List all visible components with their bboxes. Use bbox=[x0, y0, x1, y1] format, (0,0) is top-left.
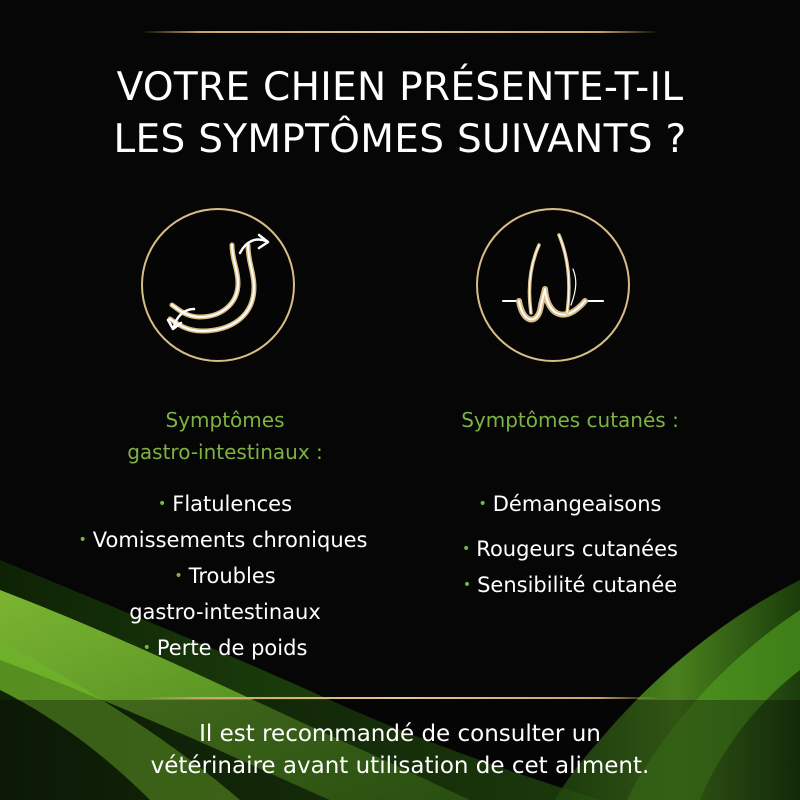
gastro-section-title: Symptômes gastro-intestinaux : bbox=[127, 408, 323, 464]
footer-disclaimer bbox=[0, 718, 800, 782]
skin-hair-follicle-icon bbox=[473, 205, 633, 365]
list-item-continuation: gastro-intestinaux bbox=[129, 600, 321, 624]
bullet-icon: • bbox=[78, 532, 87, 548]
list-item: • Démangeaisons bbox=[478, 492, 662, 516]
bullet-icon: • bbox=[462, 541, 471, 557]
footer-line-2: vétérinaire avant utilisation de cet aliment. bbox=[150, 753, 650, 779]
gastro-symptoms-column bbox=[40, 404, 410, 666]
list-item: • Rougeurs cutanées bbox=[462, 537, 678, 561]
bullet-icon: • bbox=[174, 568, 183, 584]
bullet-icon: • bbox=[462, 577, 472, 593]
bullet-icon: • bbox=[157, 496, 167, 512]
list-item: • Sensibilité cutanée bbox=[462, 573, 678, 597]
list-item: • Flatulences bbox=[157, 492, 293, 516]
list-item: • Vomissements chroniques bbox=[78, 528, 368, 552]
skin-symptoms-column bbox=[400, 404, 740, 603]
bottom-gold-divider bbox=[140, 697, 660, 699]
page-title bbox=[0, 62, 800, 166]
bullet-icon: • bbox=[142, 640, 151, 656]
footer-line-1: Il est recommandé de consulter un bbox=[199, 721, 601, 747]
stomach-arrows-icon bbox=[138, 205, 298, 365]
top-gold-divider bbox=[140, 31, 660, 33]
list-item: • Troubles bbox=[174, 564, 276, 588]
list-item: • Perte de poids bbox=[142, 636, 308, 660]
skin-section-title: Symptômes cutanés : bbox=[461, 408, 679, 432]
headline-line-2: LES SYMPTÔMES SUIVANTS ? bbox=[113, 117, 687, 162]
headline-line-1: VOTRE CHIEN PRÉSENTE-T-IL bbox=[116, 65, 684, 110]
bullet-icon: • bbox=[478, 496, 487, 512]
